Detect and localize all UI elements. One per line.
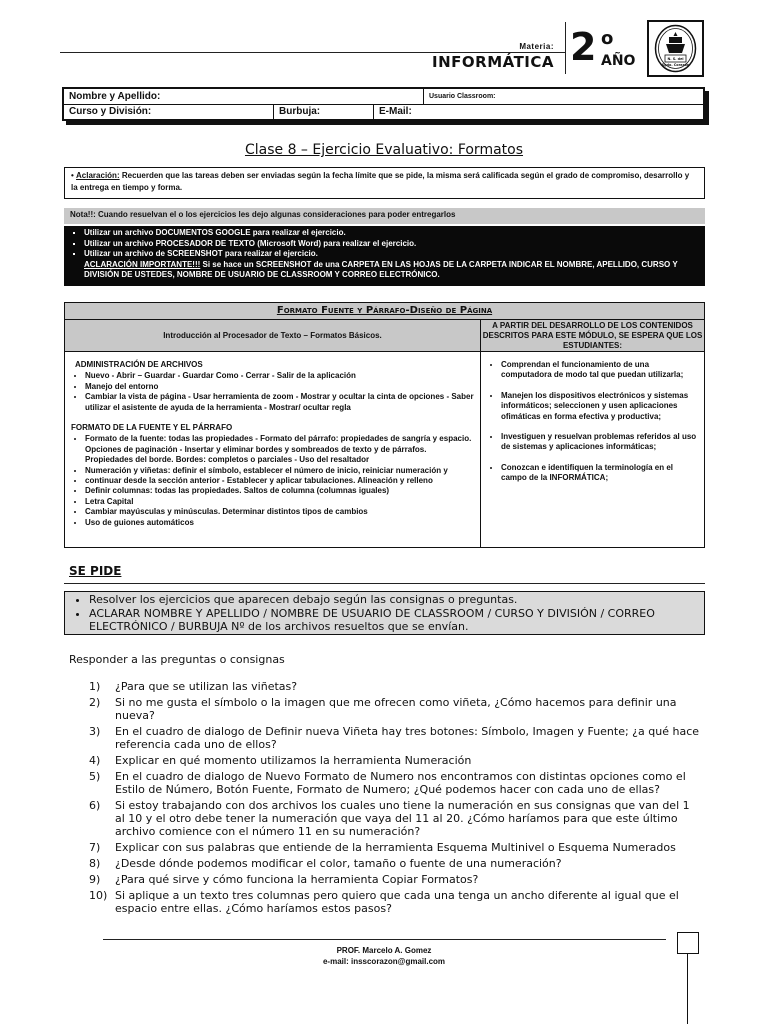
student-info-box bbox=[62, 87, 705, 121]
important-note bbox=[70, 260, 699, 281]
instruction-item: ▪ Utilizar un archivo PROCESADOR DE TEXTO (Microsoft Word) para realizar el ejercicio. bbox=[84, 239, 699, 250]
requirements-box bbox=[64, 591, 705, 635]
list-item: • Manejen los dispositivos electrónicos y sistemas informáticos; seleccionen y usen aplicaciones ofimáticas en forma efectiva y productiva; bbox=[501, 391, 698, 422]
teacher-name: PROF. Marcelo A. Gomez bbox=[336, 946, 432, 955]
section-title-format: FORMATO DE LA FUENTE Y EL PÁRRAFO bbox=[71, 423, 233, 433]
list-item: • Conozcan e identifiquen la terminología en el campo de la INFORMÁTICA; bbox=[501, 463, 698, 484]
list-item: • Uso de guiones automáticos bbox=[85, 518, 476, 528]
subject-name: INFORMÁTICA bbox=[432, 53, 554, 71]
page-number-box bbox=[677, 932, 699, 954]
question-text: En el cuadro de dialogo de Definir nueva Viñeta hay tres botones: Símbolo, Imagen y Fuente; ¿a qué hace referencia cada uno de ellos? bbox=[115, 725, 700, 751]
clarification-box bbox=[64, 167, 705, 199]
header-divider bbox=[565, 22, 566, 74]
table-right-header: A PARTIR DEL DESARROLLO DE LOS CONTENIDOS DESCRITOS PARA ESTE MÓDULO, SE ESPERA QUE LOS ESTUDIANTES: bbox=[482, 321, 703, 350]
question-text: ¿Para qué sirve y cómo funciona la herramienta Copiar Formatos? bbox=[115, 873, 479, 886]
list-item: • Numeración y viñetas: definir el símbolo, establecer el número de inicio, reiniciar numeración y bbox=[85, 466, 476, 476]
instruction-item: ▪ Utilizar un archivo DOCUMENTOS GOOGLE para realizar el ejercicio. bbox=[84, 228, 699, 239]
classroom-user-field[interactable] bbox=[424, 89, 703, 104]
info-row-2 bbox=[64, 104, 703, 119]
question-number: 8) bbox=[89, 857, 101, 870]
list-item: • Investiguen y resuelvan problemas referidos al uso de sistemas y aplicaciones informáticas; bbox=[501, 432, 698, 453]
question-text: Explicar con sus palabras que entiende de la herramienta Esquema Multinivel o Esquema Numerados bbox=[115, 841, 676, 854]
question-text: ¿Para que se utilizan las viñetas? bbox=[115, 680, 298, 693]
questions-intro: Responder a las preguntas o consignas bbox=[69, 653, 285, 666]
question-text: Explicar en qué momento utilizamos la herramienta Numeración bbox=[115, 754, 472, 767]
question-item bbox=[89, 696, 701, 722]
section-heading: SE PIDE bbox=[69, 564, 122, 578]
section-title-files: ADMINISTRACIÓN DE ARCHIVOS bbox=[75, 360, 203, 369]
email-label: E-Mail: bbox=[379, 106, 412, 117]
grade-superscript: o bbox=[601, 28, 614, 49]
question-number: 1) bbox=[89, 680, 101, 693]
question-text: En el cuadro de dialogo de Nuevo Formato de Numero nos encontramos con distintas opciones como el Estilo de Número, Botón Fuente, Formato de Numero; ¿Qué podemos hacer con cada uno de ellas? bbox=[115, 770, 686, 796]
email-field[interactable] bbox=[374, 104, 703, 119]
question-item bbox=[89, 725, 701, 751]
classroom-label: Usuario Classroom: bbox=[429, 93, 496, 100]
questions-list bbox=[89, 680, 701, 918]
svg-text:Sgdo. Corazón: Sgdo. Corazón bbox=[661, 63, 690, 67]
clarification-text: Recuerden que las tareas deben ser enviadas según la fecha límite que se pide, la misma será calificada según el grado de compromiso, desarrollo y la entrega en tiempo y forma. bbox=[71, 171, 690, 192]
question-item bbox=[89, 754, 701, 767]
course-label: Curso y División: bbox=[69, 106, 152, 117]
table-contents-column bbox=[65, 352, 481, 547]
question-item bbox=[89, 857, 701, 870]
instruction-item: ▪ Utilizar un archivo de SCREENSHOT para realizar el ejercicio. bbox=[84, 249, 699, 260]
question-text: ¿Desde dónde podemos modificar el color, tamaño o fuente de una numeración? bbox=[115, 857, 562, 870]
subject-label: Materia: bbox=[519, 42, 554, 51]
question-number: 9) bbox=[89, 873, 101, 886]
list-item: • Nuevo - Abrir – Guardar - Guardar Como - Cerrar - Salir de la aplicación bbox=[85, 371, 476, 381]
teacher-email: e-mail: insscorazon@gmail.com bbox=[322, 957, 446, 966]
list-item: • continuar desde la sección anterior - Establecer y aplicar tabulaciones. Alineación y relleno bbox=[85, 476, 476, 486]
note-bar: Nota!!: Cuando resuelvan el o los ejercicios les dejo algunas consideraciones para poder entregarlos bbox=[64, 208, 705, 224]
question-number: 10) bbox=[89, 889, 108, 902]
list-item: • Cambiar mayúsculas y minúsculas. Determinar distintos tipos de cambios bbox=[85, 507, 476, 517]
list-item: • Cambiar la vista de página - Usar herramienta de zoom - Mostrar y ocultar la cinta de opciones - Saber utilizar el asistente de ayuda de la herramienta - Mostrar/ ocultar regla bbox=[85, 392, 476, 413]
course-field[interactable] bbox=[64, 104, 274, 119]
list-item: • Manejo del entorno bbox=[85, 382, 476, 392]
question-item bbox=[89, 841, 701, 854]
school-logo bbox=[647, 20, 704, 77]
question-number: 4) bbox=[89, 754, 101, 767]
clarification-label: Aclaración: bbox=[76, 171, 120, 180]
footer-rule bbox=[103, 939, 666, 940]
page-margin-line bbox=[687, 954, 688, 1024]
table-title: Formato Fuente y Párrafo-Diseño de Página bbox=[65, 303, 704, 320]
question-item bbox=[89, 889, 701, 915]
instructions-box bbox=[64, 226, 705, 286]
bubble-field[interactable] bbox=[274, 104, 374, 119]
question-number: 5) bbox=[89, 770, 101, 783]
table-objectives-column bbox=[481, 352, 704, 547]
school-crest-icon bbox=[649, 22, 702, 75]
table-left-header: Introducción al Procesador de Texto – Formatos Básicos. bbox=[65, 320, 481, 352]
question-item bbox=[89, 680, 701, 693]
list-item: • Comprendan el funcionamiento de una computadora de modo tal que puedan utilizarla; bbox=[501, 360, 698, 381]
question-text: Si aplique a un texto tres columnas pero quiero que cada una tenga un ancho diferente al igual que el espacio entre ellas. ¿Cómo haríamos estos pasos? bbox=[115, 889, 679, 915]
question-number: 6) bbox=[89, 799, 101, 812]
list-item: • Definir columnas: todas las propiedades. Saltos de columna (columnas iguales) bbox=[85, 486, 476, 496]
page-title: Clase 8 – Ejercicio Evaluativo: Formatos bbox=[244, 142, 524, 158]
info-row-1 bbox=[64, 89, 703, 105]
name-label: Nombre y Apellido: bbox=[69, 91, 161, 102]
question-item bbox=[89, 799, 701, 838]
requirement-item: • Resolver los ejercicios que aparecen debajo según las consignas o preguntas. bbox=[89, 593, 698, 607]
requirement-item: • ACLARAR NOMBRE Y APELLIDO / NOMBRE DE USUARIO DE CLASSROOM / CURSO Y DIVISIÓN / CORREO ELECTRÓNICO / BURBUJA Nº de los archivos resueltos que se envían. bbox=[89, 607, 698, 634]
list-item: • Letra Capital bbox=[85, 497, 476, 507]
important-label: ACLARACIÓN IMPORTANTE!!! bbox=[84, 259, 201, 269]
question-item bbox=[89, 770, 701, 796]
name-field[interactable] bbox=[64, 89, 424, 104]
grade-word: AÑO bbox=[601, 53, 636, 69]
question-text: Si no me gusta el símbolo o la imagen que me ofrecen como viñeta, ¿Cómo hacemos para definir una nueva? bbox=[115, 696, 677, 722]
grade-number: 2 bbox=[570, 25, 597, 69]
question-number: 2) bbox=[89, 696, 101, 709]
content-table bbox=[64, 302, 705, 548]
question-item bbox=[89, 873, 701, 886]
list-item: • Formato de la fuente: todas las propiedades - Formato del párrafo: propiedades de sangría y espacio. Opciones de paginación - Insertar y eliminar bordes y sombreados de texto y de párrafos. Propiedades del borde. Bordes: completos o parciales - Uso del resaltador bbox=[85, 434, 476, 465]
important-text: Si se hace un SCREENSHOT de una CARPETA EN LAS HOJAS DE LA CARPETA INDICAR EL NOMBRE, APELLIDO, CURSO Y DIVISIÓN DE USTEDES, NOMBRE DE USUARIO DE CLASSROOM Y CORREO ELECTRÓNICO. bbox=[84, 259, 678, 279]
svg-text:N. S. del: N. S. del bbox=[667, 57, 684, 61]
bubble-label: Burbuja: bbox=[279, 106, 321, 117]
question-number: 7) bbox=[89, 841, 101, 854]
question-number: 3) bbox=[89, 725, 101, 738]
bullet-icon: • bbox=[71, 171, 77, 180]
question-text: Si estoy trabajando con dos archivos los cuales uno tiene la numeración en sus consignas que van del 1 al 10 y el otro debe tener la numeración que vaya del 11 al 20. ¿Cómo haríamos para que este último archivo comience con el número 11 en su numeración? bbox=[115, 799, 690, 838]
section-rule bbox=[64, 583, 705, 584]
